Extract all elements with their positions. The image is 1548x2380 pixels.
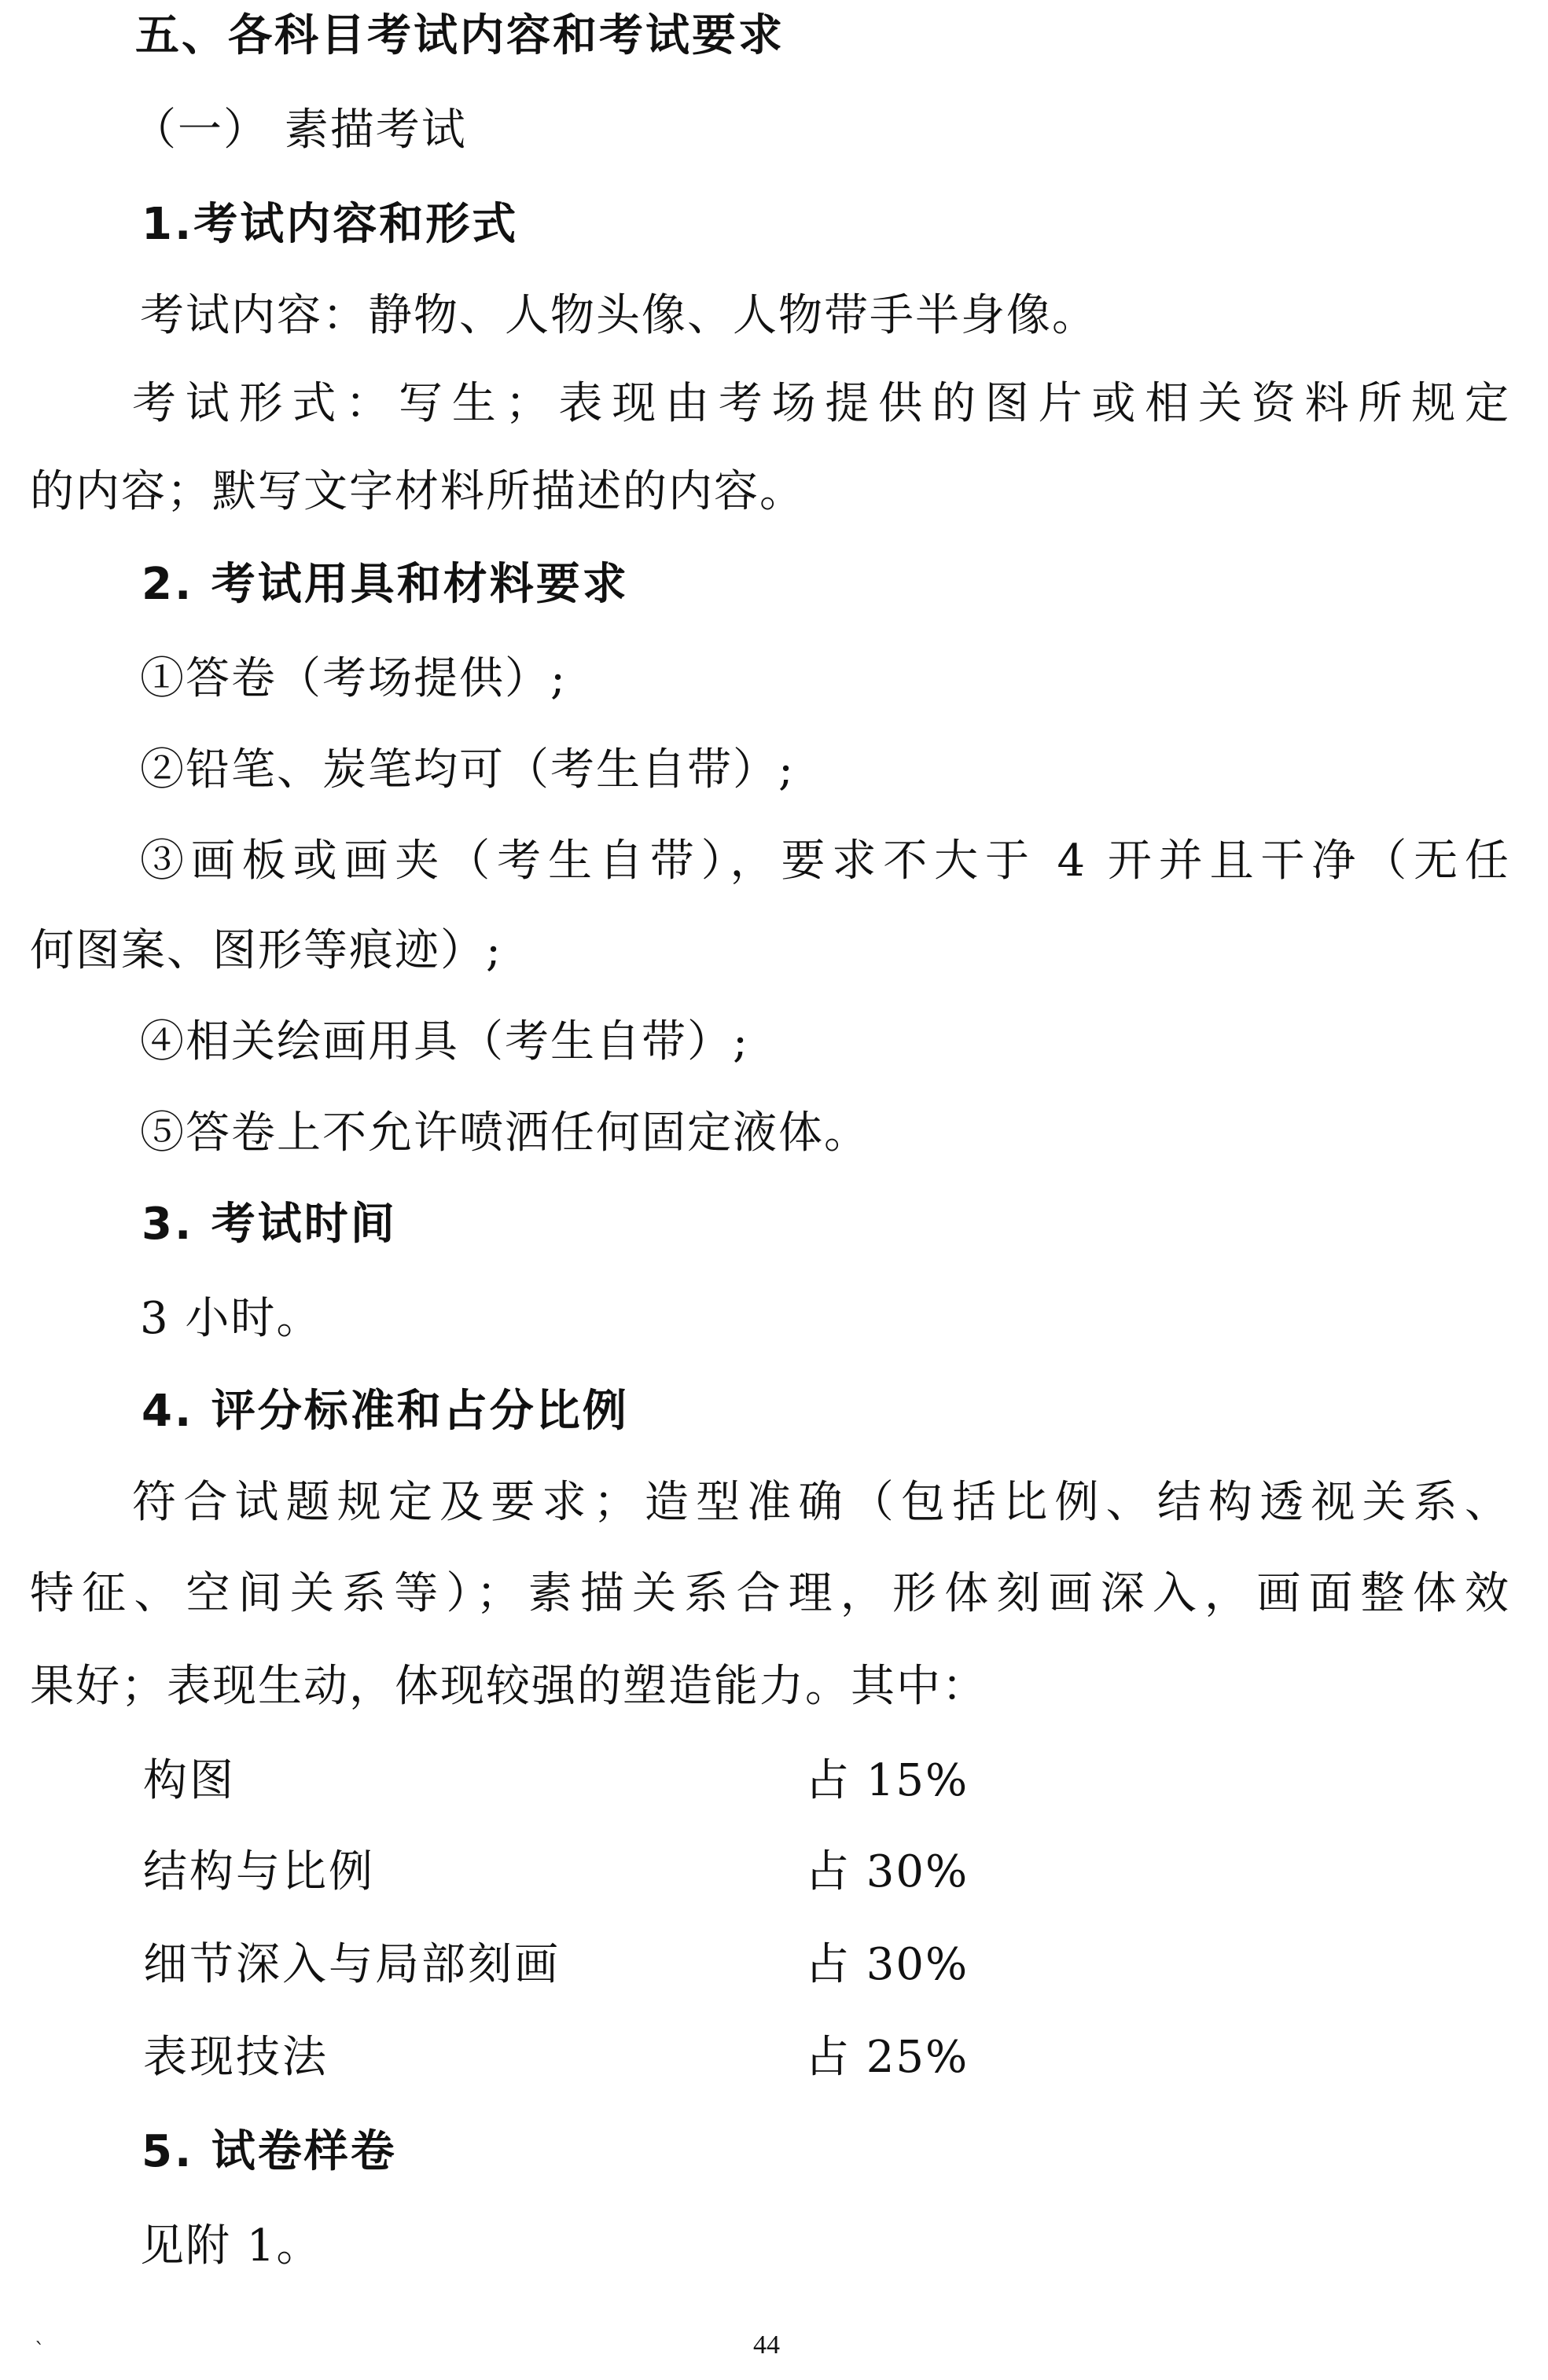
heading-tools: 2. 考试用具和材料要求 (142, 559, 629, 610)
scoring-row (0, 2026, 1548, 2089)
scoring-item-share: 占 30% (805, 1939, 969, 1990)
scoring-item-name: 结构与比例 (143, 1846, 375, 1897)
sample-value: 见附 1。 (140, 2220, 322, 2272)
content-text: 考试内容：静物、人物头像、人物带手半身像。 (140, 290, 1098, 341)
scoring-desc-line3: 果好；表现生动，体现较强的塑造能力。其中： (30, 1661, 987, 1712)
scoring-item-share: 占 30% (805, 1846, 969, 1897)
time-value: 3 小时。 (140, 1293, 322, 1344)
heading-content-form: 1.考试内容和形式 (142, 199, 519, 250)
subsection-title: （一） 素描考试 (132, 105, 467, 156)
scoring-item-share: 占 25% (805, 2032, 969, 2083)
heading-time: 3. 考试时间 (142, 1199, 397, 1250)
form-text-line2: 的内容；默写文字材料所描述的内容。 (30, 466, 805, 517)
scoring-item-name: 构图 (143, 1755, 236, 1806)
tools-item-3-line2: 何图案、图形等痕迹）; (30, 925, 502, 976)
scoring-item-name: 表现技法 (143, 2032, 329, 2083)
heading-sample: 5. 试卷样卷 (142, 2126, 397, 2177)
scoring-item-share: 占 15% (805, 1755, 969, 1806)
tools-item-2: ②铅笔、炭笔均可（考生自带）; (140, 744, 795, 795)
tools-item-5: ⑤答卷上不允许喷洒任何固定液体。 (140, 1107, 870, 1159)
scoring-row (0, 1841, 1548, 1904)
page-number: 44 (753, 2330, 780, 2360)
scoring-desc-line1: 符合试题规定及要求；造型准确（包括比例、结构透视关系、 (132, 1477, 1510, 1528)
scoring-row (0, 1750, 1548, 1813)
section-title: 五、各科目考试内容和考试要求 (135, 10, 785, 61)
tools-item-1: ①答卷（考场提供）; (140, 653, 567, 704)
tools-item-3-line1: ③画板或画夹（考生自带），要求不大于 4 开并且干净（无任 (140, 836, 1510, 887)
heading-scoring: 4. 评分标准和占分比例 (142, 1386, 629, 1437)
form-text-line1: 考试形式：写生；表现由考场提供的图片或相关资料所规定 (132, 378, 1510, 429)
scoring-item-name: 细节深入与局部刻画 (143, 1939, 561, 1990)
tools-item-4: ④相关绘画用具（考生自带）; (140, 1016, 749, 1067)
footer-mark: ` (35, 2339, 45, 2363)
scoring-desc-line2: 特征、空间关系等）；素描关系合理，形体刻画深入，画面整体效 (30, 1568, 1510, 1619)
scoring-row (0, 1934, 1548, 1996)
